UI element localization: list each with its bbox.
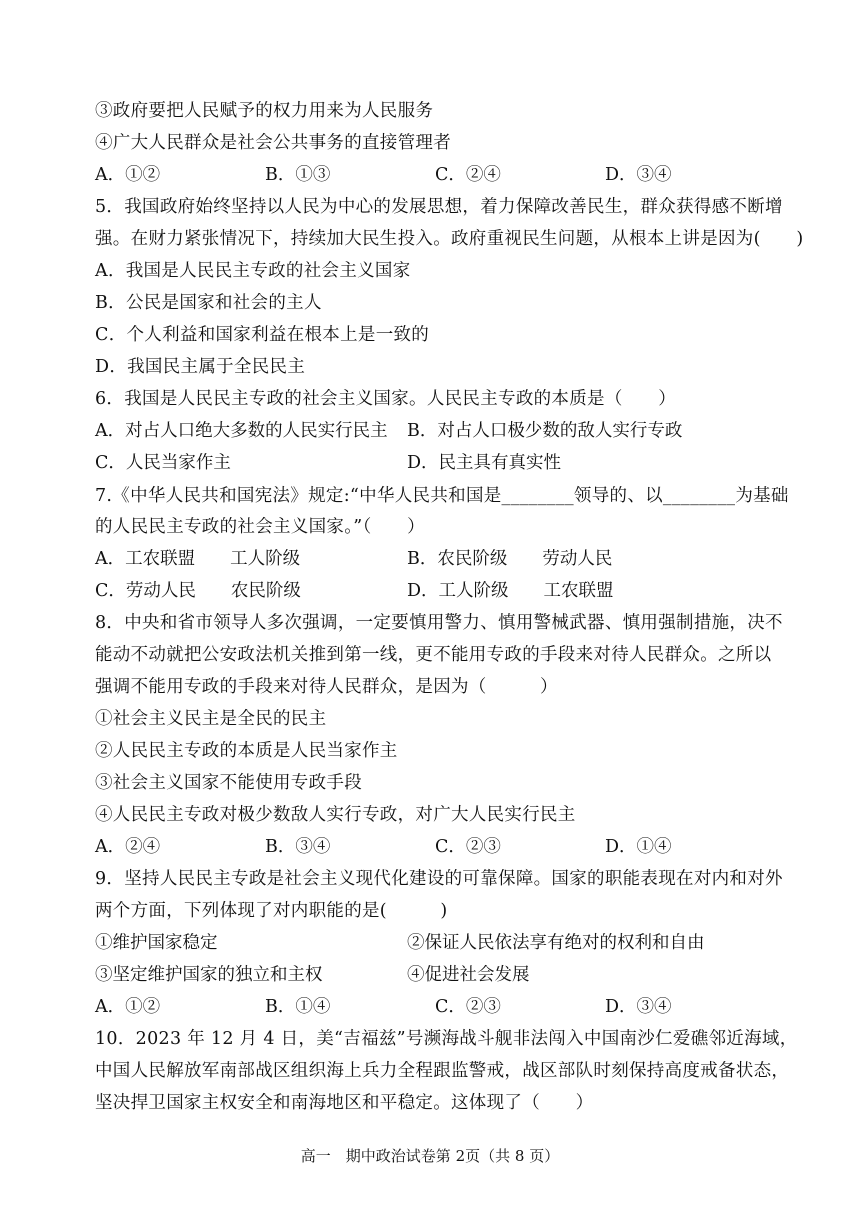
q8-option-a[interactable]: A．②④ <box>95 837 161 857</box>
q9-statement-4: ④促进社会发展 <box>407 965 530 985</box>
q8-statement-1: ①社会主义民主是全民的民主 <box>95 709 327 729</box>
q9-stem-line-1: 9．坚持人民民主专政是社会主义现代化建设的可靠保障。国家的职能表现在对内和对外 <box>95 869 783 889</box>
q7-stem-line-1: 7.《中华人民共和国宪法》规定:“中华人民共和国是________领导的、以________为基础 <box>95 486 789 506</box>
q8-option-b[interactable]: B．③④ <box>265 837 331 857</box>
q5-option-d[interactable]: D．我国民主属于全民民主 <box>95 357 306 377</box>
q9-statement-3: ③坚定维护国家的独立和主权 <box>95 965 323 985</box>
q4-statement-3: ③政府要把人民赋予的权力用来为人民服务 <box>95 101 434 121</box>
q8-statement-3: ③社会主义国家不能使用专政手段 <box>95 773 362 793</box>
q9-option-c[interactable]: C．②③ <box>435 997 501 1017</box>
q9-option-d[interactable]: D．③④ <box>605 997 672 1017</box>
q4-option-c[interactable]: C．②④ <box>435 165 501 185</box>
q5-stem-line-1: 5．我国政府始终坚持以人民为中心的发展思想，着力保障改善民生，群众获得感不断增 <box>95 197 783 217</box>
q8-option-c[interactable]: C．②③ <box>435 837 501 857</box>
q7-option-c[interactable]: C．劳动人民 农民阶级 <box>95 581 301 601</box>
q6-stem: 6．我国是人民民主专政的社会主义国家。人民民主专政的本质是（ ） <box>95 389 677 409</box>
q5-option-b[interactable]: B．公民是国家和社会的主人 <box>95 293 322 313</box>
q7-option-b[interactable]: B．农民阶级 劳动人民 <box>407 549 613 569</box>
q9-option-a[interactable]: A．①② <box>95 997 161 1017</box>
q7-option-d[interactable]: D．工人阶级 工农联盟 <box>407 581 614 601</box>
q7-option-a[interactable]: A．工农联盟 工人阶级 <box>95 549 301 569</box>
q5-option-c[interactable]: C．个人利益和国家利益在根本上是一致的 <box>95 325 430 345</box>
q4-statement-4: ④广大人民群众是社会公共事务的直接管理者 <box>95 133 451 153</box>
q6-option-a[interactable]: A．对占人口绝大多数的人民实行民主 <box>95 421 388 441</box>
q10-stem-line-1: 10．2023 年 12 月 4 日，美“吉福兹”号濒海战斗舰非法闯入中国南沙仁爱礁邻近海域， <box>95 1029 798 1049</box>
q9-stem-line-2: 两个方面，下列体现了对内职能的是( ) <box>95 901 448 921</box>
q4-option-a[interactable]: A．①② <box>95 165 161 185</box>
q4-option-d[interactable]: D．③④ <box>605 165 672 185</box>
q8-option-d[interactable]: D．①④ <box>605 837 672 857</box>
q4-option-b[interactable]: B．①③ <box>265 165 331 185</box>
q8-stem-line-3: 强调不能用专政的手段来对待人民群众，是因为（ ） <box>95 677 558 697</box>
q8-statement-4: ④人民民主专政对极少数敌人实行专政，对广大人民实行民主 <box>95 805 576 825</box>
q8-stem-line-1: 8．中央和省市领导人多次强调，一定要慎用警力、慎用警械武器、慎用强制措施，决不 <box>95 613 783 633</box>
q8-statement-2: ②人民民主专政的本质是人民当家作主 <box>95 741 398 761</box>
page-footer: 高一 期中政治试卷第 2页（共 8 页） <box>300 1147 560 1165</box>
q5-stem-line-2: 强。在财力紧张情况下，持续加大民生投入。政府重视民生问题，从根本上讲是因为( ) <box>95 229 804 249</box>
q9-statement-2: ②保证人民依法享有绝对的权利和自由 <box>407 933 705 953</box>
q5-option-a[interactable]: A．我国是人民民主专政的社会主义国家 <box>95 261 411 281</box>
q7-stem-line-2: 的人民民主专政的社会主义国家。”（ ） <box>95 517 425 537</box>
q10-stem-line-2: 中国人民解放军南部战区组织海上兵力全程跟监警戒，战区部队时刻保持高度戒备状态， <box>95 1061 790 1081</box>
q8-stem-line-2: 能动不动就把公安政法机关推到第一线，更不能用专政的手段来对待人民群众。之所以 <box>95 645 772 665</box>
q6-option-c[interactable]: C．人民当家作主 <box>95 453 231 473</box>
q6-option-d[interactable]: D．民主具有真实性 <box>407 453 562 473</box>
q9-option-b[interactable]: B．①④ <box>265 997 331 1017</box>
q9-statement-1: ①维护国家稳定 <box>95 933 218 953</box>
q6-option-b[interactable]: B．对占人口极少数的敌人实行专政 <box>407 421 683 441</box>
q10-stem-line-3: 坚决捍卫国家主权安全和南海地区和平稳定。这体现了（ ） <box>95 1093 594 1113</box>
